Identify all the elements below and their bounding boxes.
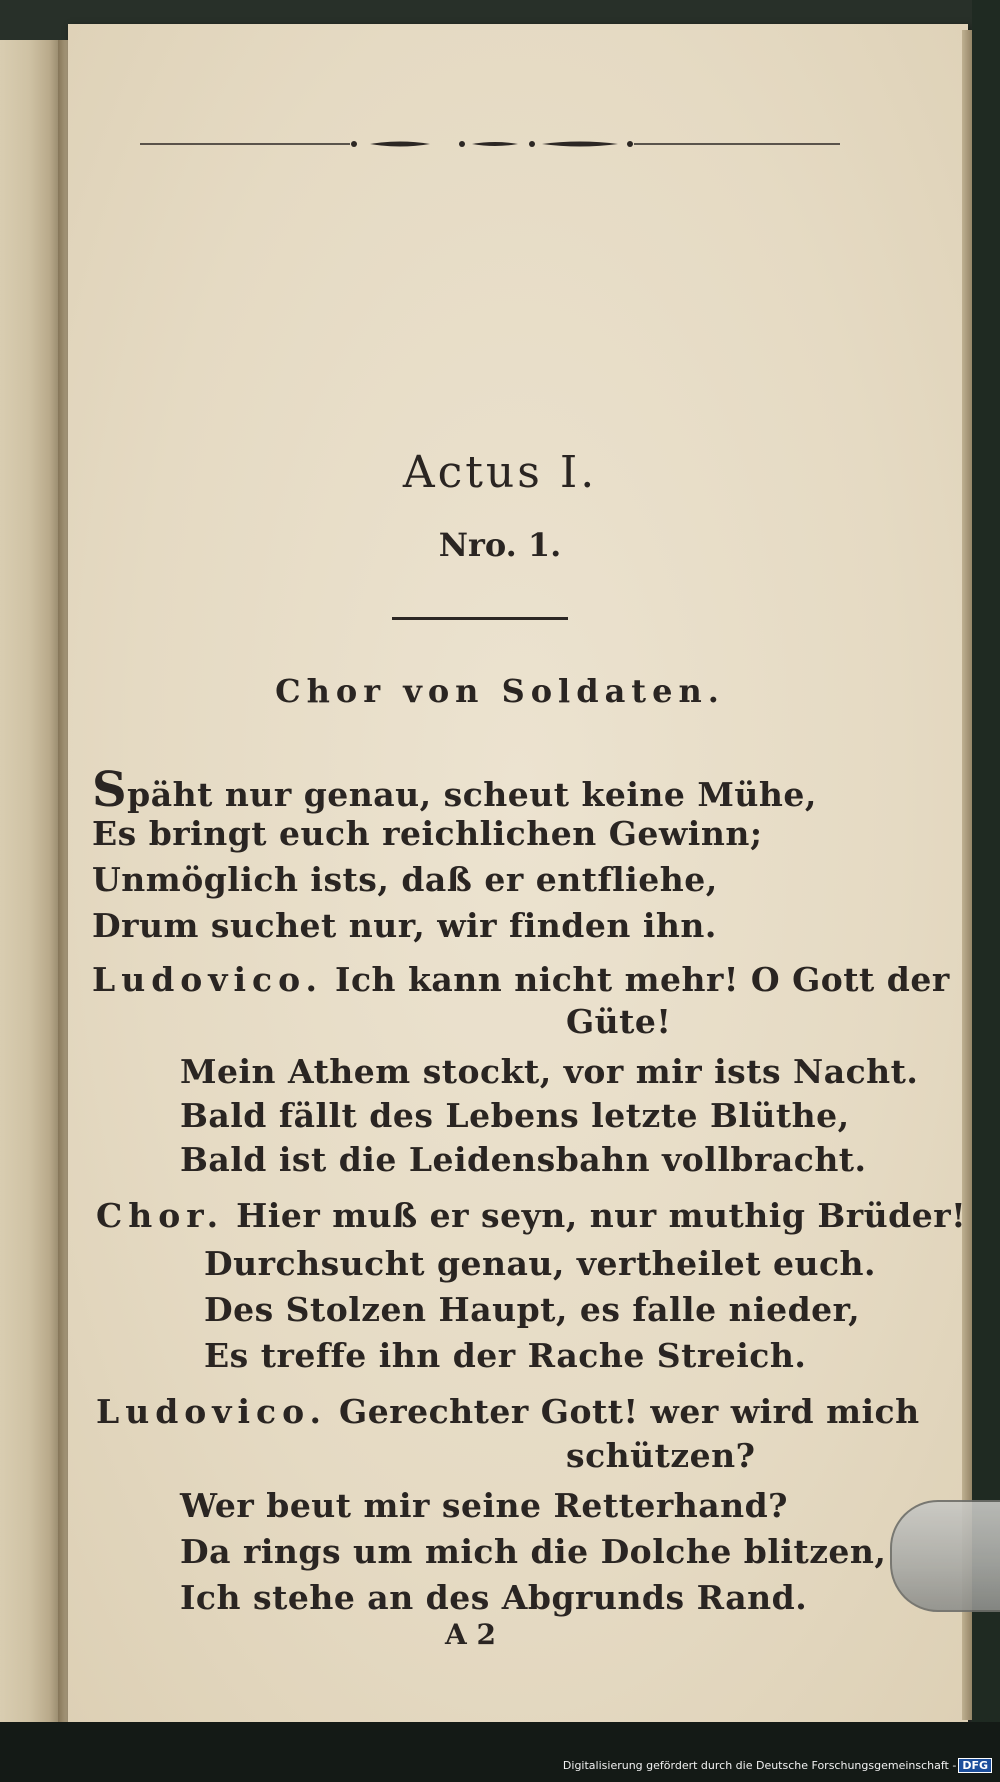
verse-line (92, 960, 950, 999)
heading-rule (392, 617, 568, 620)
verse-line: Des Stolzen Haupt, es falle nieder, (204, 1290, 861, 1329)
verse-line: Drum suchet nur, wir finden ihn. (92, 906, 717, 945)
verse-line: Ich stehe an des Abgrunds Rand. (180, 1578, 808, 1617)
digitization-footer (563, 1758, 992, 1773)
ornamental-rule (140, 136, 840, 152)
act-title: Actus I. (402, 447, 598, 498)
verse-text-rest: päht nur genau, scheut keine Mühe, (127, 775, 817, 814)
verse-line: Mein Athem stockt, vor mir ists Nacht. (180, 1052, 919, 1091)
footer-text: Digitalisierung gefördert durch die Deutsche Forschungsgemeinschaft - (562, 1759, 957, 1772)
scene-heading: Chor von Soldaten. (275, 672, 725, 710)
speaker-name: Chor. (96, 1196, 225, 1235)
verse-text: Hier muß er seyn, nur muthig Brüder! (236, 1196, 967, 1235)
verse-line: Durchsucht genau, vertheilet euch. (204, 1244, 877, 1283)
verse-line (96, 1196, 966, 1235)
verse-line: Unmöglich ists, daß er entfliehe, (92, 860, 718, 899)
verse-line: Wer beut mir seine Retterhand? (180, 1486, 789, 1525)
verse-line: schützen? (566, 1436, 756, 1475)
verse-line: Bald ist die Leidensbahn vollbracht. (180, 1140, 867, 1179)
speaker-name: Ludovico. (96, 1392, 328, 1431)
scan-background-bottom (0, 1722, 1000, 1782)
speaker-name: Ludovico. (92, 960, 324, 999)
verse-line: Es bringt euch reichlichen Gewinn; (92, 814, 763, 853)
verse-line: Es treffe ihn der Rache Streich. (204, 1336, 807, 1375)
number-heading: Nro. 1. (438, 526, 562, 564)
verse-line: Da rings um mich die Dolche blitzen, (180, 1532, 887, 1571)
dfg-logo: DFG (958, 1758, 992, 1773)
left-page-edge (0, 40, 61, 1740)
verse-line: Bald fällt des Lebens letzte Blüthe, (180, 1096, 850, 1135)
verse-line: Güte! (566, 1002, 672, 1041)
verse-text: Ich kann nicht mehr! O Gott der (335, 960, 950, 999)
verse-line (96, 1392, 920, 1431)
verse-line (92, 762, 817, 818)
drop-capital: S (92, 762, 128, 818)
scan-holder-thumb (890, 1500, 1000, 1612)
verse-text: Gerechter Gott! wer wird mich (339, 1392, 920, 1431)
catchword: A 2 (445, 1618, 496, 1651)
